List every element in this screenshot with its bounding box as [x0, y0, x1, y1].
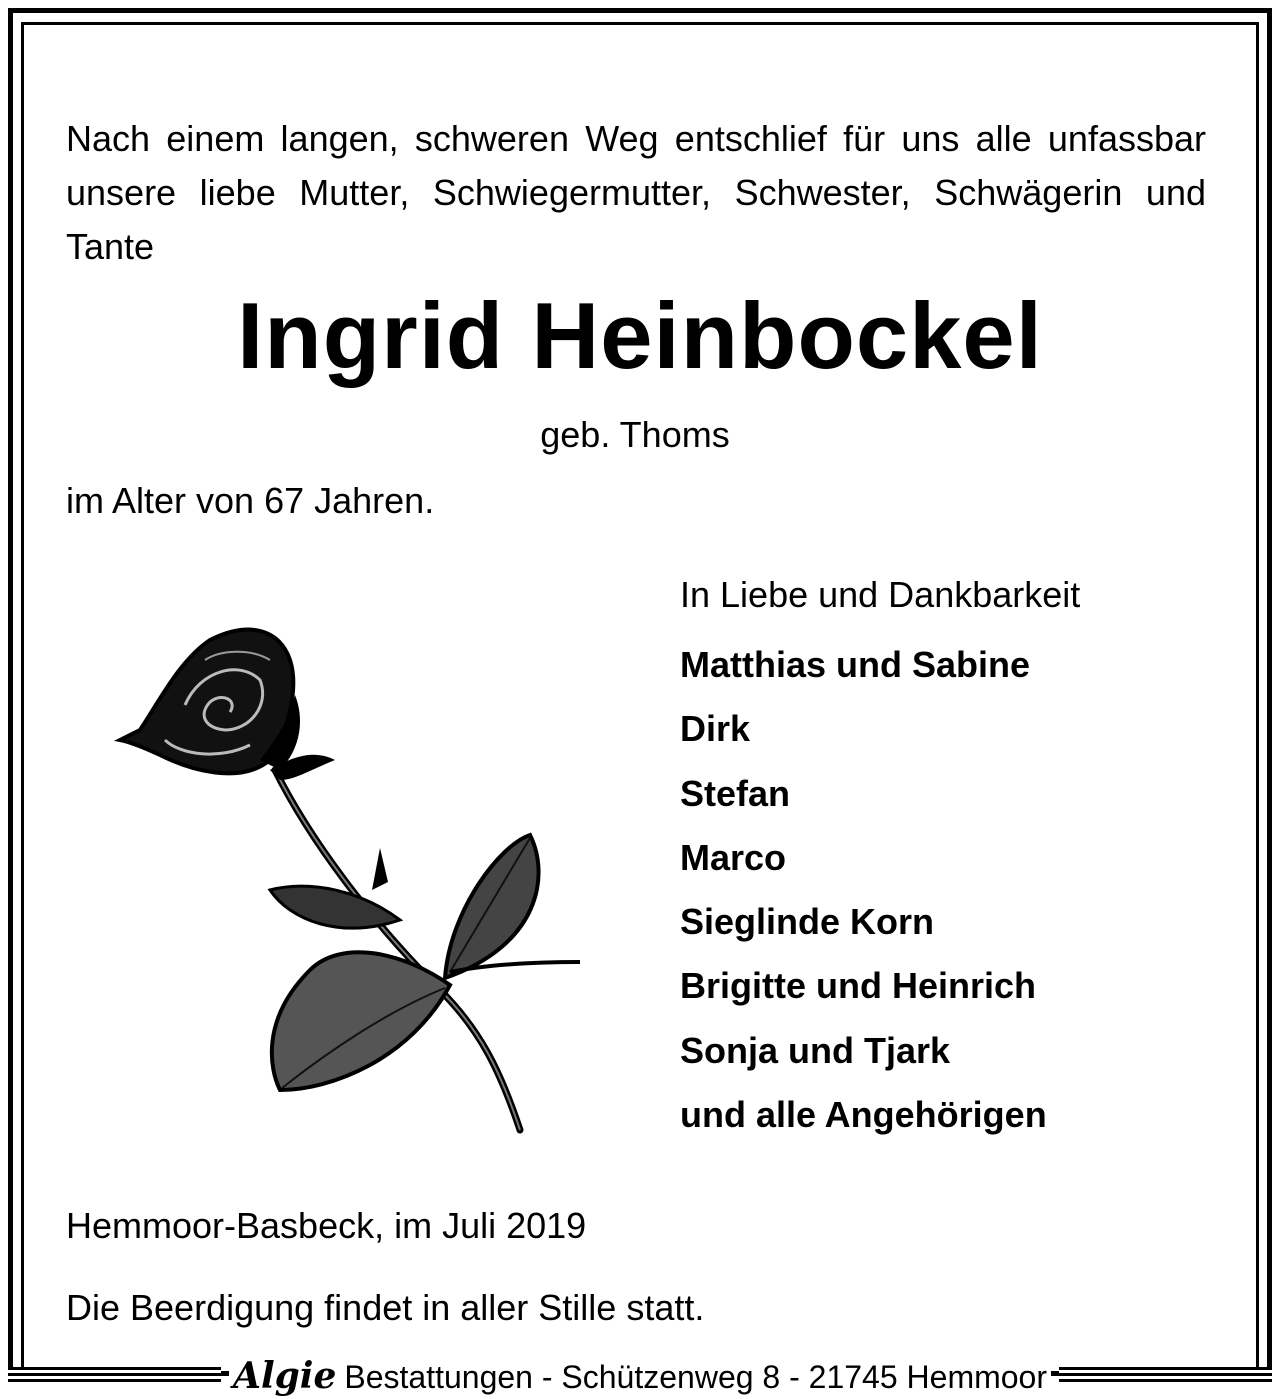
mourner-name: Brigitte und Heinrich: [680, 965, 1037, 1007]
maiden-name: geb. Thoms: [540, 414, 730, 455]
footer-rule-left: [8, 1367, 221, 1385]
undertaker-address: Bestattungen - Schützenweg 8 - 21745 Hemmoor: [344, 1358, 1047, 1395]
mourner-name: und alle Angehörigen: [680, 1094, 1047, 1136]
mourner-name: Sonja und Tjark: [680, 1029, 951, 1071]
mourner-name: Matthias und Sabine: [680, 644, 1031, 685]
deceased-name: Ingrid Heinbockel: [237, 283, 1043, 388]
mourner-name: Sieglinde Korn: [680, 901, 935, 943]
footer-text: [229, 1355, 1051, 1397]
mourner-name: Dirk: [680, 708, 751, 750]
mourner-name: Marco: [680, 836, 787, 878]
funeral-note: Die Beerdigung findet in aller Stille statt.: [66, 1287, 705, 1328]
footer-rule-right: [1059, 1367, 1272, 1385]
mourners-block: [680, 572, 1240, 1156]
footer-bar: [0, 1352, 1280, 1399]
undertaker-logo: Algie: [233, 1354, 337, 1397]
rose-icon: [110, 620, 600, 1140]
intro-text: Nach einem langen, schweren Weg entschlief für uns alle unfassbar unsere liebe Mutter, Schwiegermutter, Schwester, Schwägerin und Tante: [66, 118, 1206, 267]
mourners-lead: In Liebe und Dankbarkeit: [680, 574, 1081, 615]
age-line: im Alter von 67 Jahren.: [66, 480, 435, 521]
place-date: Hemmoor-Basbeck, im Juli 2019: [66, 1205, 587, 1246]
mourner-name: Stefan: [680, 772, 791, 814]
